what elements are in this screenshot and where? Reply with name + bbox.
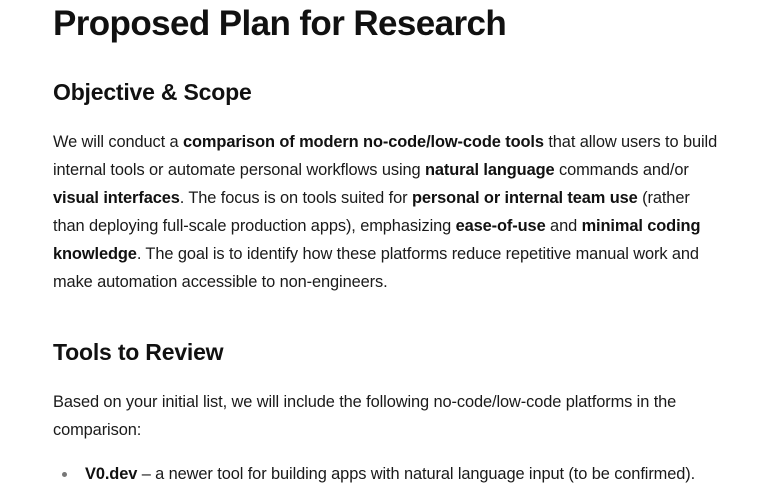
objective-paragraph <box>53 128 723 296</box>
tools-list <box>53 460 743 488</box>
tool-description: – a newer tool for building apps with natural language input (to be confirmed). <box>137 465 696 483</box>
page-title: Proposed Plan for Research <box>53 4 507 43</box>
tool-name: V0.dev <box>85 465 138 483</box>
section-heading-tools-to-review: Tools to Review <box>53 339 224 365</box>
bold-text: visual interfaces <box>53 189 180 207</box>
bold-text: minimal coding knowledge <box>53 217 701 263</box>
text-run: (rather than deploying full-scale production apps), emphasizing <box>53 189 690 235</box>
text-run: . The focus is on tools suited for <box>179 189 412 207</box>
bold-text: ease-of-use <box>455 217 546 235</box>
bullet-icon <box>62 472 67 477</box>
text-run: Based on your initial list, we will include the following no-code/low-code platforms in the comparison: <box>53 393 677 439</box>
section-heading-objective-scope: Objective & Scope <box>53 79 252 105</box>
bold-text: natural language <box>424 161 555 179</box>
text-run: . The goal is to identify how these platforms reduce repetitive manual work and make automation accessible to non-engineers. <box>53 245 699 291</box>
tools-intro-paragraph <box>53 388 723 444</box>
text-run: and <box>545 217 582 235</box>
text-run: We will conduct a <box>53 133 183 151</box>
text-run: commands and/or <box>554 161 689 179</box>
bold-text: personal or internal team use <box>411 189 638 207</box>
list-item <box>53 460 743 488</box>
bold-text: comparison of modern no-code/low-code tools <box>183 133 544 151</box>
text-run: that allow users to build internal tools or automate personal workflows using <box>53 133 718 179</box>
